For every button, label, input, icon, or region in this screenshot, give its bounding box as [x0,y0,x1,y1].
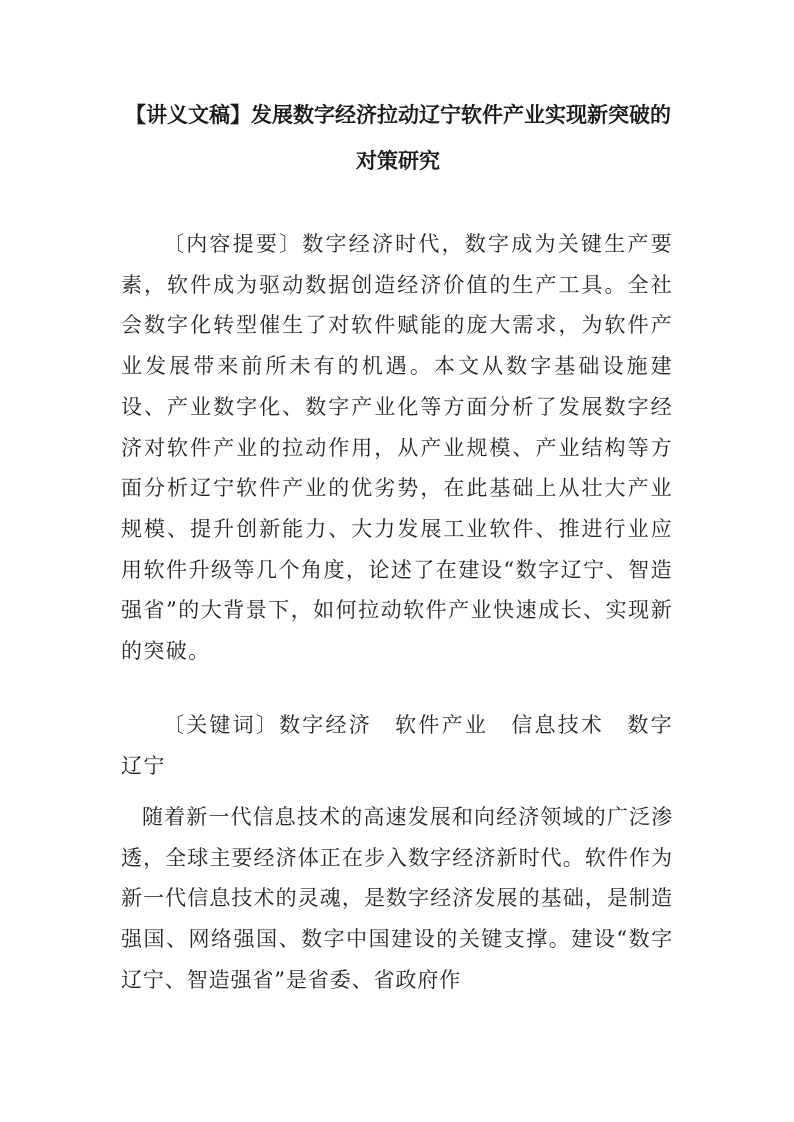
abstract-paragraph: 〔内容提要〕数字经济时代，数字成为关键生产要素，软件成为驱动数据创造经济价值的生产工具。全社会数字化转型催生了对软件赋能的庞大需求，为软件产业发展带来前所未有的机遇。本文从数字基础设施建设、产业数字化、数字产业化等方面分析了发展数字经济对软件产业的拉动作用，从产业规模、产业结构等方面分析辽宁软件产业的优劣势，在此基础上从壮大产业规模、提升创新能力、大力发展工业软件、推进行业应用软件升级等几个角度，论述了在建设“数字辽宁、智造强省”的大背景下，如何拉动软件产业快速成长、实现新的突破。 [121,232,673,664]
document-title: 【讲义文稿】发展数字经济拉动辽宁软件产业实现新突破的对策研究 [125,103,671,173]
body-paragraph: 随着新一代信息技术的高速发展和向经济领域的广泛渗透，全球主要经济体正在步入数字经济新时代。软件作为新一代信息技术的灵魂，是数字经济发展的基础，是制造强国、网络强国、数字中国建设的关键支撑。建设“数字辽宁、智造强省”是省委、省政府作 [121,805,673,992]
keywords-paragraph: 〔关键词〕数字经济 软件产业 信息技术 数字辽宁 [121,713,673,778]
